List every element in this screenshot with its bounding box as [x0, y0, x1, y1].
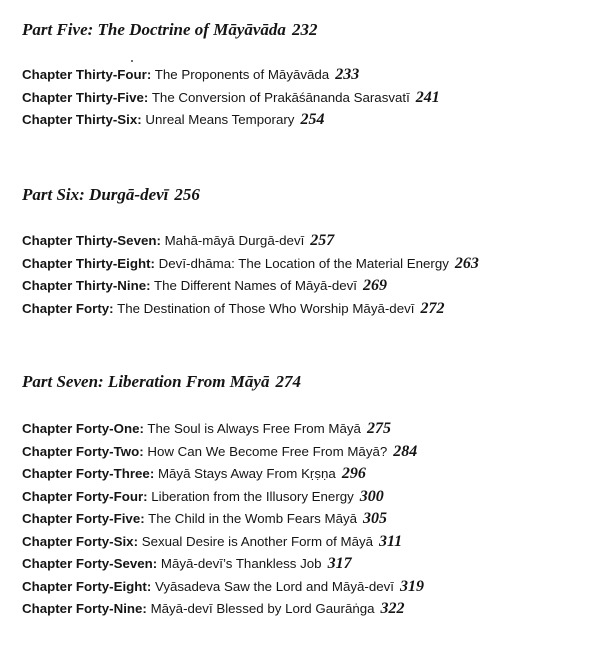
chapter-page-number: 317: [327, 555, 352, 572]
chapter-title: Sexual Desire is Another Form of Māyā: [141, 533, 374, 549]
chapter-entry[interactable]: [22, 230, 479, 253]
chapter-title: The Proponents of Māyāvāda: [154, 67, 330, 82]
chapter-page-number: 241: [415, 88, 440, 106]
chapter-entry[interactable]: [22, 598, 424, 621]
chapter-label: Chapter Forty-Two:: [22, 443, 144, 459]
chapter-page-number: 322: [380, 600, 405, 617]
chapter-title: Devī-dhāma: The Location of the Material Energy: [158, 255, 449, 271]
chapter-entry[interactable]: [22, 87, 440, 110]
part-page-number: 256: [174, 185, 200, 204]
chapter-entry[interactable]: [22, 275, 479, 298]
chapter-title: Vyāsadeva Saw the Lord and Māyā-devī: [154, 578, 394, 594]
chapter-entry[interactable]: [22, 508, 424, 531]
part-page-number: 274: [275, 372, 301, 391]
chapter-page-number: 233: [335, 66, 360, 83]
chapter-entry[interactable]: [22, 418, 424, 441]
chapter-title: Māyā-devī Blessed by Lord Gaurāṅga: [150, 601, 375, 616]
chapter-title: The Different Names of Māyā-devī: [154, 278, 358, 293]
chapter-title: Māyā Stays Away From Kṛṣṇa: [157, 466, 336, 481]
chapter-label: Chapter Forty-Three:: [22, 466, 155, 481]
chapter-label: Chapter Forty-Four:: [22, 488, 148, 504]
chapter-label: Chapter Thirty-Seven:: [22, 233, 161, 248]
chapter-list: [22, 418, 424, 621]
chapter-title: Unreal Means Temporary: [145, 112, 295, 127]
chapter-label: Chapter Forty-Six:: [22, 533, 138, 549]
part-heading: [22, 20, 317, 40]
chapter-list: [22, 230, 479, 320]
chapter-page-number: 311: [379, 532, 403, 550]
part-title: Part Seven: Liberation From Māyā: [22, 372, 270, 391]
chapter-entry[interactable]: [22, 553, 424, 576]
chapter-title: The Conversion of Prakāśānanda Sarasvatī: [151, 89, 410, 105]
chapter-label: Chapter Forty-Seven:: [22, 556, 158, 571]
chapter-entry[interactable]: [22, 253, 479, 276]
chapter-label: Chapter Forty:: [22, 300, 114, 316]
print-speck: [131, 60, 133, 62]
chapter-page-number: 263: [454, 254, 479, 272]
chapter-entry[interactable]: [22, 463, 424, 486]
chapter-page-number: 300: [359, 487, 384, 505]
chapter-label: Chapter Thirty-Four:: [22, 67, 152, 82]
chapter-entry[interactable]: [22, 486, 424, 509]
chapter-label: Chapter Thirty-Six:: [22, 112, 142, 127]
part-page-number: 232: [291, 20, 318, 39]
chapter-label: Chapter Thirty-Nine:: [22, 278, 151, 293]
chapter-label: Chapter Forty-Eight:: [22, 578, 152, 594]
chapter-title: The Soul is Always Free From Māyā: [147, 421, 361, 436]
chapter-label: Chapter Forty-One:: [22, 421, 144, 436]
part-heading: [22, 185, 200, 205]
chapter-page-number: 319: [399, 577, 424, 595]
chapter-title: How Can We Become Free From Māyā?: [147, 443, 388, 459]
chapter-page-number: 269: [363, 277, 388, 294]
chapter-entry[interactable]: [22, 576, 424, 599]
part-title: Part Five: The Doctrine of Māyāvāda: [22, 20, 286, 39]
chapter-entry[interactable]: [22, 298, 479, 321]
chapter-title: Liberation from the Illusory Energy: [151, 488, 354, 504]
chapter-page-number: 257: [310, 232, 335, 249]
chapter-label: Chapter Forty-Nine:: [22, 601, 147, 616]
chapter-title: Māyā-devī’s Thankless Job: [160, 556, 322, 571]
chapter-label: Chapter Forty-Five:: [22, 511, 145, 526]
part-heading: [22, 372, 301, 392]
chapter-page-number: 272: [420, 299, 445, 317]
chapter-label: Chapter Thirty-Five:: [22, 89, 149, 105]
chapter-page-number: 275: [366, 420, 391, 437]
chapter-list: [22, 64, 440, 132]
chapter-page-number: 284: [393, 442, 418, 460]
chapter-title: The Child in the Womb Fears Māyā: [148, 511, 358, 526]
chapter-page-number: 305: [363, 510, 388, 527]
chapter-entry[interactable]: [22, 531, 424, 554]
chapter-entry[interactable]: [22, 109, 440, 132]
chapter-page-number: 254: [300, 111, 325, 128]
chapter-page-number: 296: [341, 465, 366, 482]
chapter-title: Mahā-māyā Durgā-devī: [164, 233, 305, 248]
chapter-entry[interactable]: [22, 64, 440, 87]
chapter-title: The Destination of Those Who Worship Māyā-devī: [117, 300, 415, 316]
part-title: Part Six: Durgā-devī: [22, 185, 169, 204]
chapter-entry[interactable]: [22, 441, 424, 464]
chapter-label: Chapter Thirty-Eight:: [22, 255, 155, 271]
